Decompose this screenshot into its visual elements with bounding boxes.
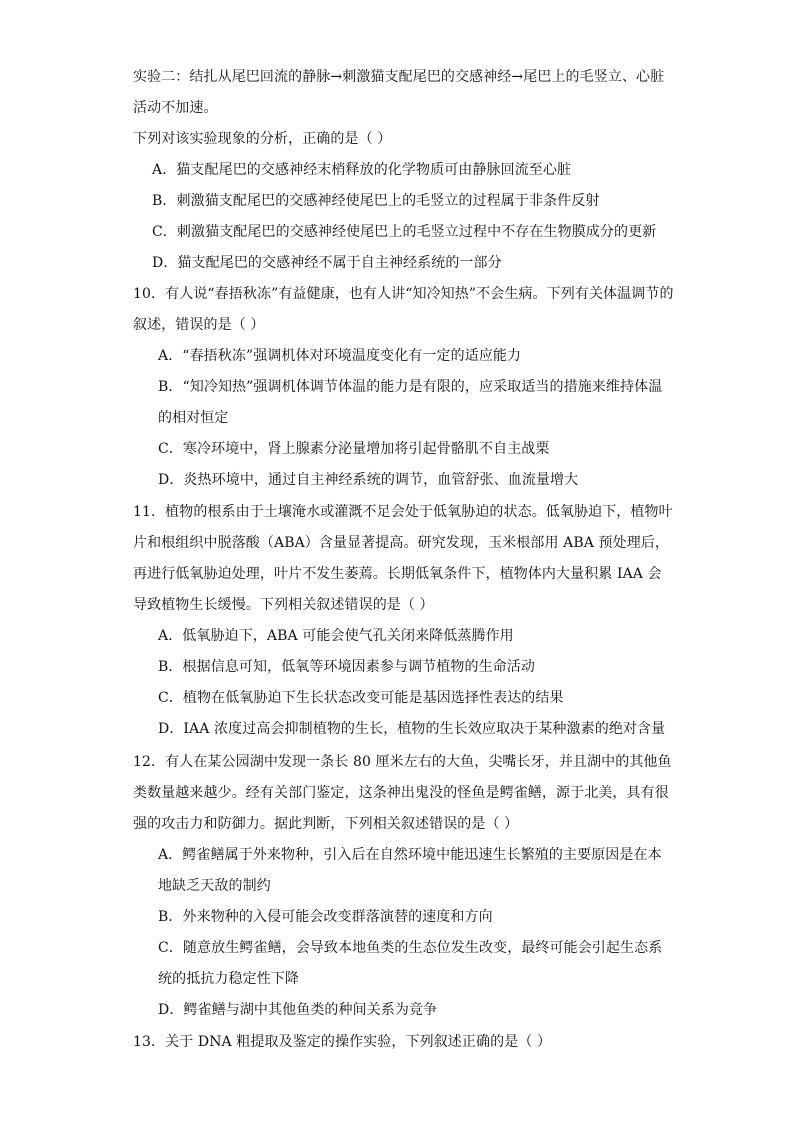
q11-option-d: D．IAA 浓度过高会抑制植物的生长，植物的生长效应取决于某种激素的绝对含量 [158, 721, 666, 737]
q11-option-a: A．低氧胁迫下，ABA 可能会使气孔关闭来降低蒸腾作用 [158, 628, 514, 644]
q11-stem-line2: 片和根组织中脱落酸（ABA）含量显著提高。研究发现，玉米根部用 ABA 预处理后， [133, 535, 670, 551]
q9-option-c: C．刺激猫支配尾巴的交感神经使尾巴上的毛竖立过程中不存在生物膜成分的更新 [152, 224, 657, 240]
q12-option-c-line1: C．随意放生鳄雀鳝，会导致本地鱼类的生态位发生改变，最终可能会引起生态系 [158, 940, 663, 956]
q9-option-d: D．猫支配尾巴的交感神经不属于自主神经系统的一部分 [152, 255, 502, 271]
q12-stem-line3: 强的攻击力和防御力。据此判断，下列相关叙述错误的是（ ） [133, 816, 519, 832]
q10-stem-line2: 叙述，错误的是（ ） [133, 317, 265, 333]
q9-stem: 下列对该实验现象的分析，正确的是（ ） [133, 131, 392, 147]
q12-stem-line1: 12．有人在某公园湖中发现一条长 80 厘米左右的大鱼，尖嘴长牙，并且湖中的其他鱼 [133, 754, 672, 770]
q12-option-a-line1: A．鳄雀鳝属于外来物种，引入后在自然环境中能迅速生长繁殖的主要原因是在本 [158, 847, 662, 863]
q12-option-a-line2: 地缺乏天敌的制约 [158, 878, 271, 894]
q9-option-a: A．猫支配尾巴的交感神经末梢释放的化学物质可由静脉回流至心脏 [152, 162, 572, 178]
q10-option-d: D．炎热环境中，通过自主神经系统的调节，血管舒张、血流量增大 [158, 472, 579, 488]
q11-option-c: C．植物在低氧胁迫下生长状态改变可能是基因选择性表达的结果 [158, 690, 564, 706]
q11-stem-line3: 再进行低氧胁迫处理，叶片不发生萎蔫。长期低氧条件下，植物体内大量积累 IAA 会 [133, 566, 662, 582]
q10-option-c: C．寒冷环境中，肾上腺素分泌量增加将引起骨骼肌不自主战栗 [158, 441, 550, 457]
q13-stem: 13．关于 DNA 粗提取及鉴定的操作实验，下列叙述正确的是（ ） [133, 1034, 552, 1050]
q9-experiment2-line2: 活动不加速。 [133, 100, 218, 116]
q11-stem-line4: 导致植物生长缓慢。下列相关叙述错误的是（ ） [133, 597, 434, 613]
q11-option-b: B．根据信息可知，低氧等环境因素参与调节植物的生命活动 [158, 659, 535, 675]
q10-stem-line1: 10．有人说“春捂秋冻”有益健康，也有人讲“知冷知热”不会生病。下列有关体温调节的 [133, 286, 674, 302]
q11-stem-line1: 11．植物的根系由于土壤淹水或灌溉不足会处于低氧胁迫的状态。低氧胁迫下，植物叶 [133, 504, 673, 520]
q9-option-b: B．刺激猫支配尾巴的交感神经使尾巴上的毛竖立的过程属于非条件反射 [152, 193, 600, 209]
q9-experiment2-line1: 实验二：结扎从尾巴回流的静脉→刺激猫支配尾巴的交感神经→尾巴上的毛竖立、心脏 [133, 69, 665, 85]
q12-option-c-line2: 统的抵抗力稳定性下降 [158, 971, 299, 987]
q10-option-b-line1: B．“知冷知热”强调机体调节体温的能力是有限的，应采取适当的措施来维持体温 [158, 379, 663, 395]
q12-option-d: D．鳄雀鳝与湖中其他鱼类的种间关系为竞争 [158, 1002, 438, 1018]
q12-stem-line2: 类数量越来越少。经有关部门鉴定，这条神出鬼没的怪鱼是鳄雀鳝，源于北美，具有很 [133, 785, 669, 801]
q10-option-b-line2: 的相对恒定 [158, 410, 229, 426]
q10-option-a: A．“春捂秋冻”强调机体对环境温度变化有一定的适应能力 [158, 348, 522, 364]
q12-option-b: B．外来物种的入侵可能会改变群落演替的速度和方向 [158, 909, 493, 925]
